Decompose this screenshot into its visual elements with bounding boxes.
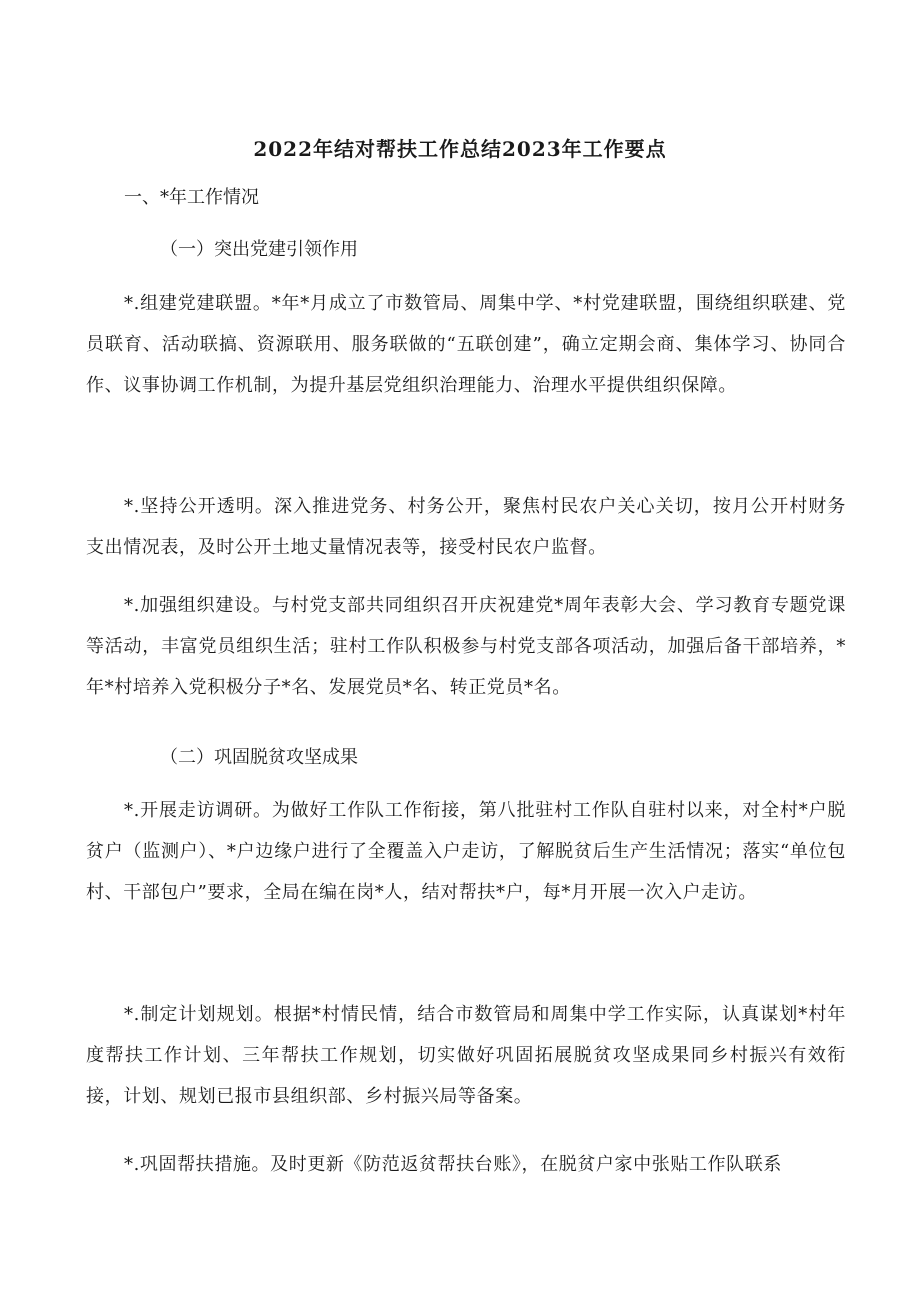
paragraph-organization-building: *.加强组织建设。与村党支部共同组织召开庆祝建党*周年表彰大会、学习教育专题党课等活动，丰富党员组织生活；驻村工作队积极参与村党支部各项活动，加强后备干部培养，*年*村培养入党积极分子*名、发展党员*名、转正党员*名。 <box>86 595 846 698</box>
paragraph-visits-research: *.开展走访调研。为做好工作队工作衔接，第八批驻村工作队自驻村以来，对全村*户脱贫户（监测户）、*户边缘户进行了全覆盖入户走访，了解脱贫后生产生活情况；落实“单位包村、干部包户”要求，全局在编在岗*人，结对帮扶*户，每*月开展一次入户走访。 <box>86 800 846 903</box>
paragraph-transparency: *.坚持公开透明。深入推进党务、村务公开，聚焦村民农户关心关切，按月公开村财务支出情况表，及时公开土地丈量情况表等，接受村民农户监督。 <box>86 496 846 558</box>
section-heading-work-status: 一、*年工作情况 <box>124 187 259 208</box>
paragraph-party-alliance: *.组建党建联盟。*年*月成立了市数管局、周集中学、*村党建联盟，围绕组织联建、党员联育、活动联搞、资源联用、服务联做的“五联创建”，确立定期会商、集体学习、协同合作、议事协调工作机制，为提升基层党组织治理能力、治理水平提供组织保障。 <box>86 293 846 396</box>
subsection-heading-party-building: （一）突出党建引领作用 <box>160 239 358 260</box>
document-title: 2022年结对帮扶工作总结2023年工作要点 <box>253 137 667 161</box>
paragraph-assistance-measures: *.巩固帮扶措施。及时更新《防范返贫帮扶台账》，在脱贫户家中张贴工作队联系 <box>124 1154 782 1175</box>
paragraph-planning: *.制定计划规划。根据*村情民情，结合市数管局和周集中学工作实际，认真谋划*村年度帮扶工作计划、三年帮扶工作规划，切实做好巩固拓展脱贫攻坚成果同乡村振兴有效衔接，计划、规划已报市县组织部、乡村振兴局等备案。 <box>86 1004 846 1107</box>
subsection-heading-poverty-results: （二）巩固脱贫攻坚成果 <box>160 747 358 768</box>
